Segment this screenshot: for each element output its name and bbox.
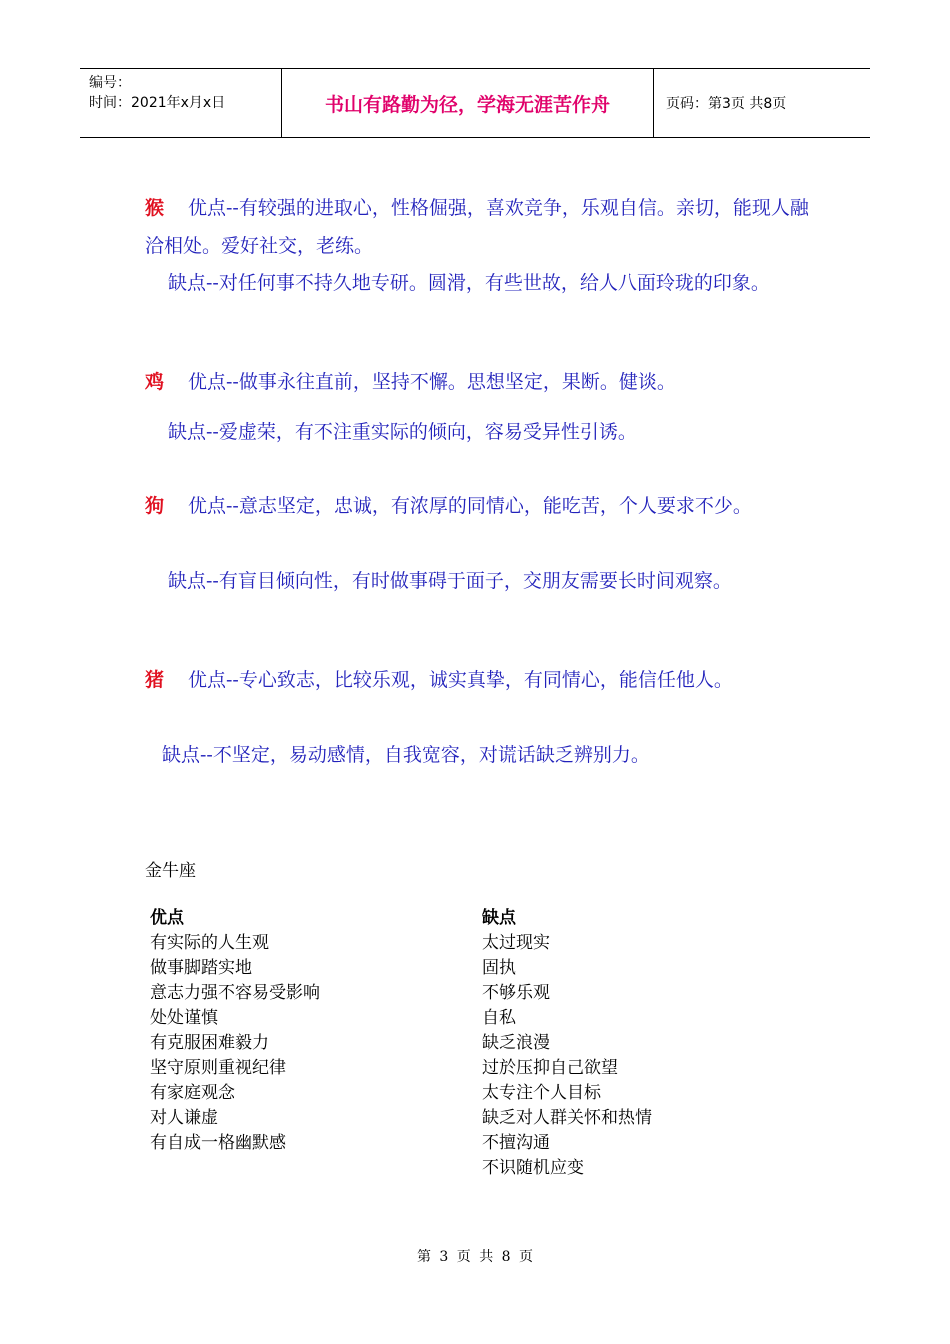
list-item: 不够乐观 xyxy=(482,983,550,1003)
list-item: 缺乏浪漫 xyxy=(482,1033,550,1053)
list-item: 缺乏对人群关怀和热情 xyxy=(482,1108,652,1128)
cons-column xyxy=(482,906,652,1181)
entry-monkey xyxy=(145,189,825,265)
header-meta xyxy=(80,69,282,137)
entry-cons: 缺点--有盲目倾向性，有时做事碍于面子，交朋友需要长时间观察。 xyxy=(168,570,732,592)
list-item: 有家庭观念 xyxy=(150,1083,235,1103)
list-item: 太专注个人目标 xyxy=(482,1083,601,1103)
list-item: 自私 xyxy=(482,1008,516,1028)
list-item: 过於压抑自己欲望 xyxy=(482,1058,618,1078)
zodiac-label: 鸡 xyxy=(145,371,165,393)
zodiac-label: 猴 xyxy=(145,197,165,219)
list-item: 处处谨慎 xyxy=(150,1008,218,1028)
entry-pig xyxy=(145,661,825,699)
entry-cons: 缺点--不坚定，易动感情，自我宽容，对谎话缺乏辨别力。 xyxy=(162,744,650,766)
page-footer: 第 3 页 共 8 页 xyxy=(416,1249,534,1265)
section-title: 金牛座 xyxy=(145,861,196,881)
entry-pros: 优点--专心致志，比较乐观，诚实真挚，有同情心，能信任他人。 xyxy=(188,669,733,691)
page-header xyxy=(80,68,870,138)
pros-header: 优点 xyxy=(150,908,184,928)
zodiac-label: 狗 xyxy=(145,495,165,517)
entry-pros: 优点--意志坚定，忠诚，有浓厚的同情心，能吃苦，个人要求不少。 xyxy=(188,495,752,517)
entry-cons: 缺点--对任何事不持久地专研。圆滑，有些世故，给人八面玲珑的印象。 xyxy=(168,272,770,294)
list-item: 意志力强不容易受影响 xyxy=(150,983,320,1003)
entry-pros: 优点--做事永往直前，坚持不懈。思想坚定，果断。健谈。 xyxy=(188,371,676,393)
time-label: 时间：2021年x月x日 xyxy=(89,95,226,111)
cons-header: 缺点 xyxy=(482,908,516,928)
list-item: 固执 xyxy=(482,958,516,978)
pros-column xyxy=(150,906,320,1156)
entry-rooster xyxy=(145,363,825,401)
entry-pros: 优点--有较强的进取心，性格倔强，喜欢竞争，乐观自信。亲切，能现人融洽相处。爱好社交，老练。 xyxy=(145,197,809,257)
list-item: 有实际的人生观 xyxy=(150,933,269,953)
entry-cons: 缺点--爱虚荣，有不注重实际的倾向，容易受异性引诱。 xyxy=(168,421,637,443)
list-item: 对人谦虚 xyxy=(150,1108,218,1128)
header-motto: 书山有路勤为径，学海无涯苦作舟 xyxy=(282,69,654,137)
list-item: 不擅沟通 xyxy=(482,1133,550,1153)
zodiac-label: 猪 xyxy=(145,669,165,691)
list-item: 坚守原则重视纪律 xyxy=(150,1058,286,1078)
list-item: 有自成一格幽默感 xyxy=(150,1133,286,1153)
list-item: 有克服困难毅力 xyxy=(150,1033,269,1053)
header-page-info: 页码：第3页 共8页 xyxy=(666,96,787,112)
number-label: 编号： xyxy=(89,75,131,91)
entry-dog xyxy=(145,487,825,525)
list-item: 做事脚踏实地 xyxy=(150,958,252,978)
list-item: 太过现实 xyxy=(482,933,550,953)
list-item: 不识随机应变 xyxy=(482,1158,584,1178)
